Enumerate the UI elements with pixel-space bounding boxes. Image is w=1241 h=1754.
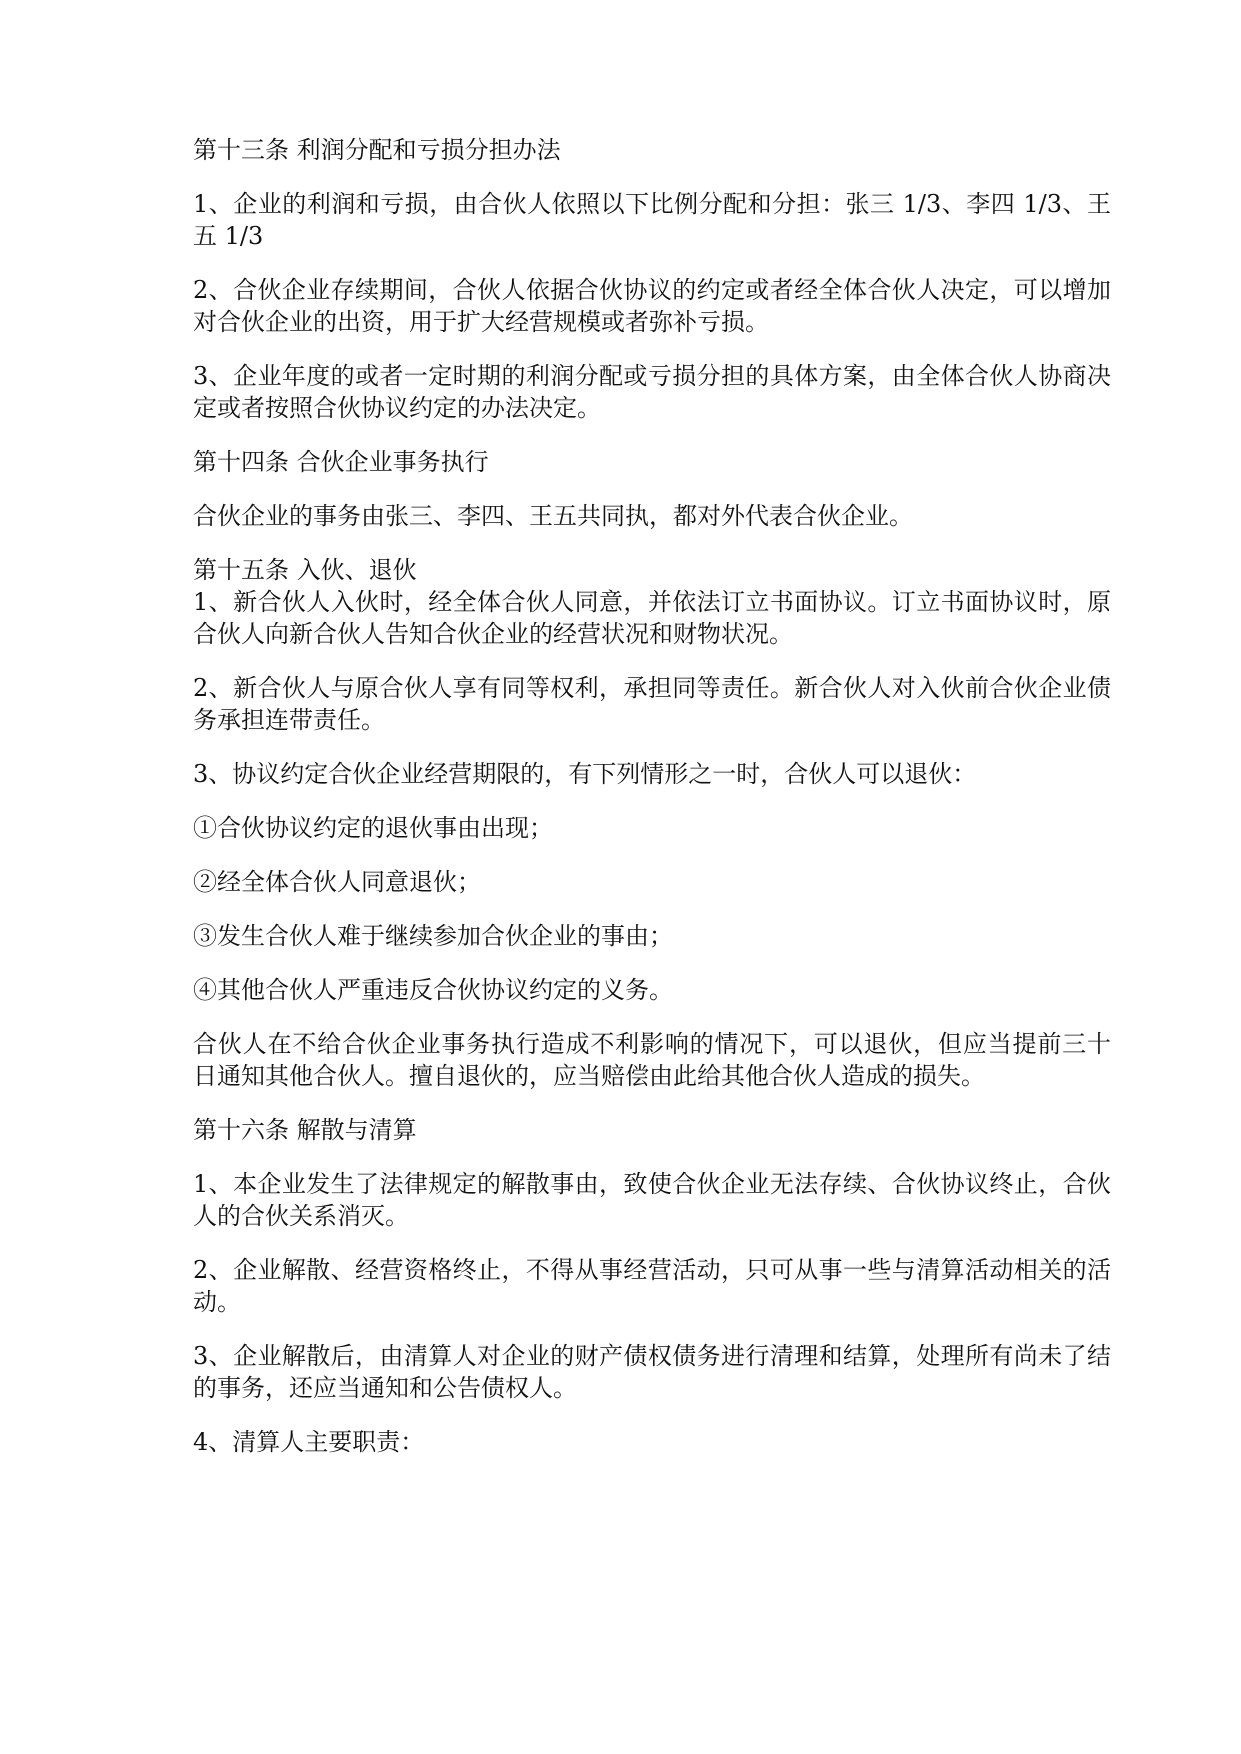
text-line: 对合伙企业的出资，用于扩大经营规模或者弥补亏损。 <box>193 308 769 336</box>
paragraph <box>193 672 1111 736</box>
text-line: ③发生合伙人难于继续参加合伙企业的事由； <box>193 922 673 950</box>
paragraph <box>193 758 1111 790</box>
text-line: 人的合伙关系消灭。 <box>193 1202 409 1230</box>
text-line: 3、企业解散后，由清算人对企业的财产债权债务进行清理和结算，处理所有尚未了结 <box>193 1342 1111 1370</box>
article-heading: 第十六条 解散与清算 <box>193 1116 417 1144</box>
paragraph <box>193 188 1111 252</box>
text-line: 3、协议约定合伙企业经营期限的，有下列情形之一时，合伙人可以退伙： <box>193 760 977 788</box>
text-line: 合伙企业的事务由张三、李四、王五共同执，都对外代表合伙企业。 <box>193 502 913 530</box>
article-heading: 第十四条 合伙企业事务执行 <box>193 448 489 476</box>
text-line: 3、企业年度的或者一定时期的利润分配或亏损分担的具体方案，由全体合伙人协商决 <box>193 362 1111 390</box>
text-line: 2、合伙企业存续期间，合伙人依据合伙协议的约定或者经全体合伙人决定，可以增加 <box>193 276 1111 304</box>
paragraph <box>193 500 1111 532</box>
text-line: 1、企业的利润和亏损，由合伙人依照以下比例分配和分担：张三 1/3、李四 1/3、王 <box>193 190 1111 218</box>
text-line: 4、清算人主要职责： <box>193 1428 425 1456</box>
text-line: 务承担连带责任。 <box>193 706 385 734</box>
paragraph <box>193 1426 1111 1458</box>
text-line: 1、新合伙人入伙时，经全体合伙人同意，并依法订立书面协议。订立书面协议时，原 <box>193 588 1111 616</box>
list-item <box>193 974 1111 1006</box>
text-line: ②经全体合伙人同意退伙； <box>193 868 481 896</box>
article-heading: 第十三条 利润分配和亏损分担办法 <box>193 136 561 164</box>
text-line: 日通知其他合伙人。擅自退伙的，应当赔偿由此给其他合伙人造成的损失。 <box>193 1062 985 1090</box>
paragraph <box>193 586 1111 650</box>
article-16 <box>193 1114 1111 1458</box>
text-line: 2、新合伙人与原合伙人享有同等权利，承担同等责任。新合伙人对入伙前合伙企业债 <box>193 674 1111 702</box>
article-13 <box>193 134 1111 424</box>
article-14 <box>193 446 1111 532</box>
text-line: 合伙人在不给合伙企业事务执行造成不利影响的情况下，可以退伙，但应当提前三十 <box>193 1030 1111 1058</box>
list-item <box>193 812 1111 844</box>
list-item <box>193 866 1111 898</box>
paragraph <box>193 360 1111 424</box>
article-heading: 第十五条 入伙、退伙 <box>193 556 417 584</box>
text-line: ①合伙协议约定的退伙事由出现； <box>193 814 553 842</box>
text-line: ④其他合伙人严重违反合伙协议约定的义务。 <box>193 976 673 1004</box>
article-15 <box>193 554 1111 1092</box>
paragraph <box>193 1168 1111 1232</box>
paragraph <box>193 1254 1111 1318</box>
text-line: 动。 <box>193 1288 241 1316</box>
document-page <box>193 134 1111 1480</box>
paragraph <box>193 274 1111 338</box>
text-line: 的事务，还应当通知和公告债权人。 <box>193 1374 577 1402</box>
text-line: 五 1/3 <box>193 222 264 250</box>
text-line: 1、本企业发生了法律规定的解散事由，致使合伙企业无法存续、合伙协议终止，合伙 <box>193 1170 1111 1198</box>
paragraph <box>193 1028 1111 1092</box>
text-line: 定或者按照合伙协议约定的办法决定。 <box>193 394 601 422</box>
paragraph <box>193 1340 1111 1404</box>
text-line: 合伙人向新合伙人告知合伙企业的经营状况和财物状况。 <box>193 620 793 648</box>
list-item <box>193 920 1111 952</box>
text-line: 2、企业解散、经营资格终止，不得从事经营活动，只可从事一些与清算活动相关的活 <box>193 1256 1111 1284</box>
